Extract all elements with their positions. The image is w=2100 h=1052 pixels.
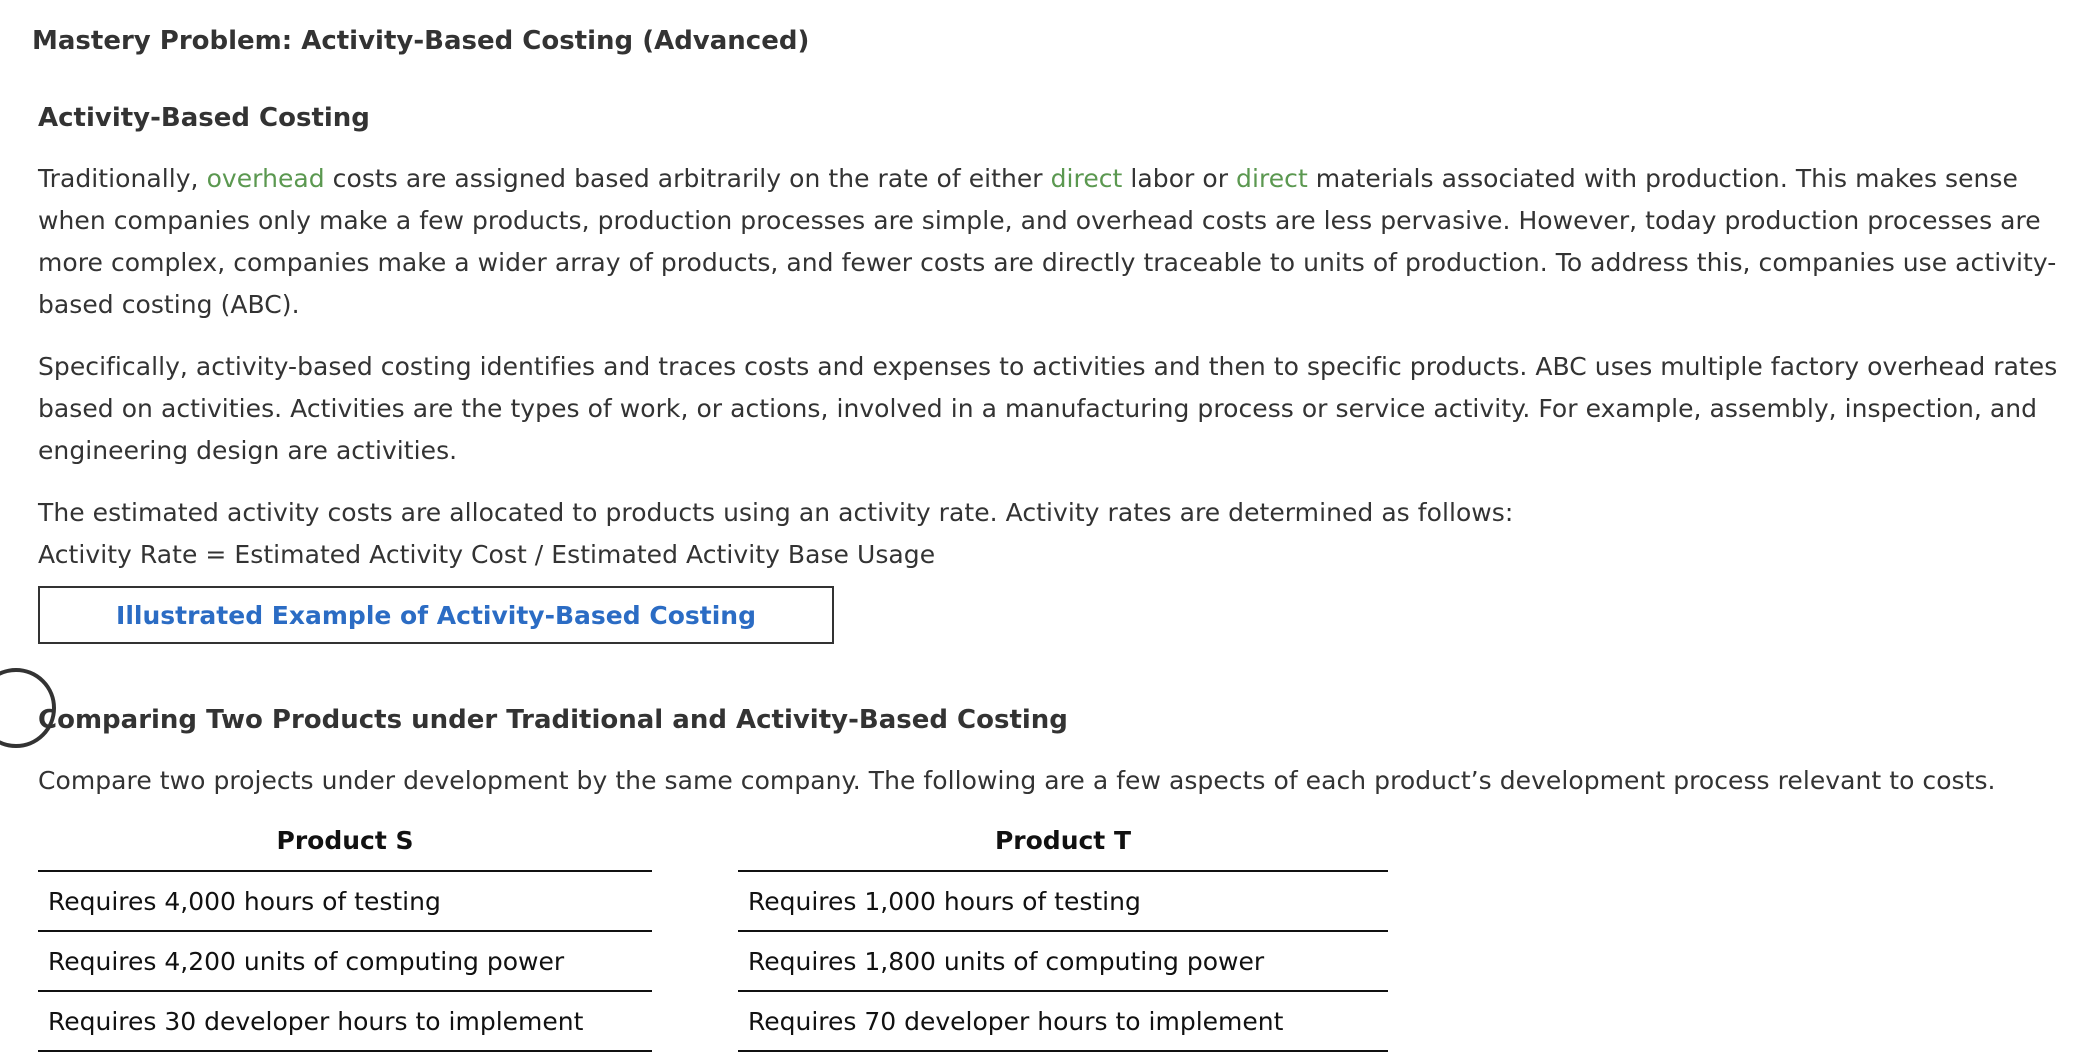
page-title: Mastery Problem: Activity-Based Costing (Advanced) xyxy=(32,26,810,56)
paragraph-intro-text: Traditionally, xyxy=(38,164,207,193)
table-row xyxy=(738,991,1388,1051)
table-cell: Requires 1,000 hours of testing xyxy=(738,871,1388,931)
section-comparing-products xyxy=(38,702,2088,1052)
glossary-term-direct-labor[interactable]: direct xyxy=(1050,164,1123,193)
illustrated-example-link[interactable]: Illustrated Example of Activity-Based Costing xyxy=(116,600,756,630)
paragraph-specifics: Specifically, activity-based costing identifies and traces costs and expenses to activities and then to specific products. ABC uses multiple factory overhead rates based on activities. Activities are the types of work, or actions, involved in a manufacturing process or service activity. For example, assembly, inspection, and engineering design are activities. xyxy=(38,352,2058,465)
table-cell: Requires 1,800 units of computing power xyxy=(738,931,1388,991)
product-t-table xyxy=(738,822,1388,1052)
activity-rate-formula: Activity Rate = Estimated Activity Cost / Estimated Activity Base Usage xyxy=(38,540,936,569)
table-cell: Requires 4,000 hours of testing xyxy=(38,871,652,931)
table-cell: Requires 70 developer hours to implement xyxy=(738,991,1388,1051)
product-s-header: Product S xyxy=(38,822,652,871)
table-row xyxy=(38,871,652,931)
table-cell: Requires 30 developer hours to implement xyxy=(38,991,652,1051)
section-heading-abc: Activity-Based Costing xyxy=(38,103,370,133)
illustrated-example-button[interactable] xyxy=(38,586,834,644)
content xyxy=(38,100,2088,1052)
paragraph-intro-text: costs are assigned based arbitrarily on the rate of either xyxy=(324,164,1051,193)
comparison-intro: Compare two projects under development by the same company. The following are a few aspects of each product’s development process relevant to costs. xyxy=(38,766,1996,795)
section-heading-comparing: Comparing Two Products under Traditional and Activity-Based Costing xyxy=(38,705,1068,735)
product-s-table xyxy=(38,822,652,1052)
table-cell: Requires 4,200 units of computing power xyxy=(38,931,652,991)
paragraph-intro xyxy=(38,158,2088,326)
glossary-term-direct-materials[interactable]: direct xyxy=(1236,164,1308,193)
product-tables xyxy=(38,822,2088,1052)
table-row xyxy=(738,871,1388,931)
table-row xyxy=(738,931,1388,991)
table-row xyxy=(38,931,652,991)
table-row xyxy=(38,991,652,1051)
paragraph-intro-text: labor or xyxy=(1122,164,1237,193)
product-t-header: Product T xyxy=(738,822,1388,871)
glossary-term-overhead[interactable]: overhead xyxy=(206,164,325,193)
paragraph-intro-text: materials associated with production. This makes sense when companies only make a few products, production processes are simple, and overhead costs are less pervasive. However, today production processes are more complex, companies make a wider array of products, and fewer costs are directly traceable to units of production. To address this, companies use activity-based costing (ABC). xyxy=(38,164,2057,319)
paragraph-activity-rate: The estimated activity costs are allocated to products using an activity rate. Activity rates are determined as follows: xyxy=(38,498,1514,527)
